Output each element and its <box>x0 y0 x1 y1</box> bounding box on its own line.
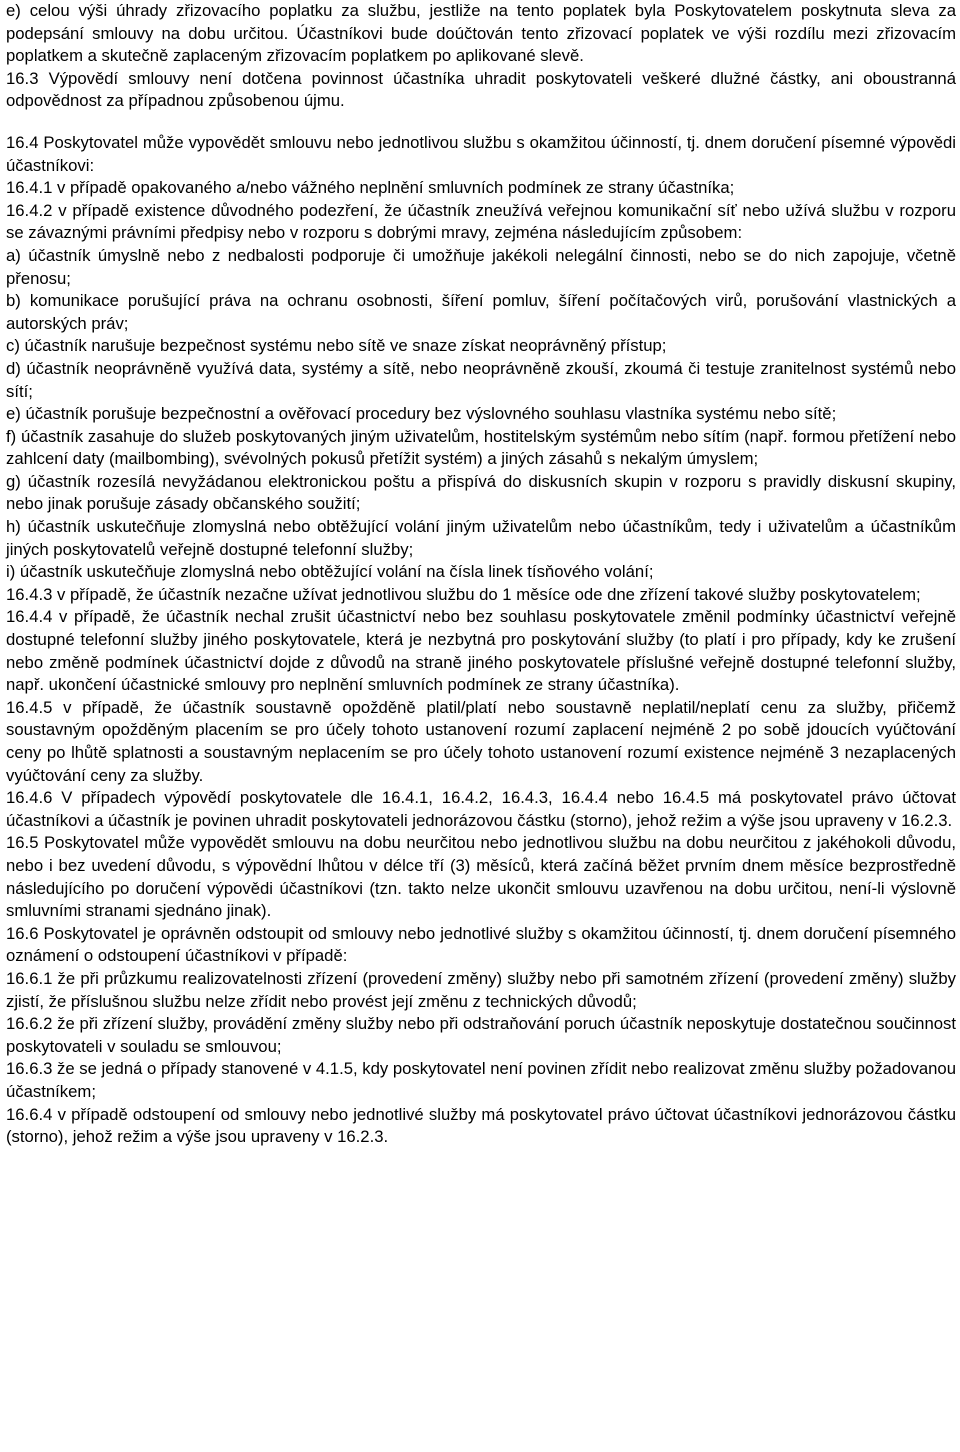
paragraph-e-fee: e) celou výši úhrady zřizovacího poplatku za službu, jestliže na tento poplatek byla Poskytovatelem poskytnuta sleva za podepsání smlouvy na dobu určitou. Účastníkovi bude doúčtován tento zřizovací poplatek ve výši rozdílu mezi zřizovacím poplatkem a skutečně zaplaceným zřizovacím poplatkem po aplikované slevě. <box>6 1 956 66</box>
paragraph-16-4-3: 16.4.3 v případě, že účastník nezačne užívat jednotlivou službu do 1 měsíce ode dne zřízení takové služby poskytovatelem; <box>6 584 921 604</box>
list-item-b: b) komunikace porušující práva na ochranu osobnosti, šíření pomluv, šíření počítačových virů, porušování vlastnických a autorských práv; <box>6 291 956 333</box>
list-item-f: f) účastník zasahuje do služeb poskytovaných jiným uživatelům, hostitelským systémům nebo sítím (např. formou přetížení nebo zahlcení daty (mailbombing), svévolných pokusů přetížit systém) a jiných zásahů s nekalým úmyslem; <box>6 426 956 469</box>
paragraph-16-3: 16.3 Výpovědí smlouvy není dotčena povinnost účastníka uhradit poskytovateli veškeré dlužné částky, ani oboustranná odpovědnost za případnou způsobenou újmu. <box>6 68 956 111</box>
paragraph-16-6: 16.6 Poskytovatel je oprávněn odstoupit od smlouvy nebo jednotlivé služby s okamžitou účinností, tj. dnem doručení písemného oznámení o odstoupení účastníkovi v případě: <box>6 923 956 966</box>
paragraph-16-4-6: 16.4.6 V případech výpovědí poskytovatele dle 16.4.1, 16.4.2, 16.4.3, 16.4.4 nebo 16.4.5 má poskytovatel právo účtovat účastníkovi a účastník je povinen uhradit poskytovateli jednorázovou částku (storno), jehož režim a výše jsou upraveny v 16.2.3. <box>6 788 956 830</box>
document-page <box>6 0 956 1149</box>
paragraph-16-6-1: 16.6.1 že při průzkumu realizovatelnosti zřízení (provedení změny) služby nebo při samotném zřízení (provedení změny) služby zjistí, že příslušnou službu nelze zřídit nebo provést její změnu z technických důvodů; <box>6 968 956 1011</box>
list-item-d: d) účastník neoprávněně využívá data, systémy a sítě, nebo neoprávněně zkouší, zkoumá či testuje zranitelnost systémů nebo sítí; <box>6 358 956 401</box>
list-item-g: g) účastník rozesílá nevyžádanou elektronickou poštu a přispívá do diskusních skupin v rozporu s pravidly diskusní skupiny, nebo jinak porušuje zásady občanského soužití; <box>6 471 956 514</box>
list-item-i: i) účastník uskutečňuje zlomyslná nebo obtěžující volání na čísla linek tísňového volání; <box>6 562 654 582</box>
paragraph-16-4-1: 16.4.1 v případě opakovaného a/nebo vážného neplnění smluvních podmínek ze strany účastníka; <box>6 178 735 198</box>
list-item-h: h) účastník uskutečňuje zlomyslná nebo obtěžující volání jiným uživatelům nebo účastníkům, tedy i uživatelům a účastníkům jiných poskytovatelů veřejně dostupné telefonní služby; <box>6 517 956 559</box>
paragraph-16-5: 16.5 Poskytovatel může vypovědět smlouvu na dobu neurčitou nebo jednotlivou službu na dobu neurčitou z jakéhokoli důvodu, nebo i bez uvedení důvodu, s výpovědní lhůtou v délce tří (3) měsíců, která začíná běžet prvním dnem měsíce bezprostředně následujícího po doručení výpovědi účastníkovi (tzn. takto nelze ukončit smlouvu uzavřenou na dobu určitou, není-li výslovně smluvními stranami sjednáno jinak). <box>6 833 956 921</box>
paragraph-16-6-2: 16.6.2 že při zřízení služby, provádění změny služby nebo při odstraňování poruch účastník neposkytuje dostatečnou součinnost poskytovateli v souladu se smlouvou; <box>6 1014 956 1056</box>
list-item-a: a) účastník úmyslně nebo z nedbalosti podporuje či umožňuje jakékoli nelegální činnosti, nebo se do nich zapojuje, včetně přenosu; <box>6 245 956 288</box>
spacer <box>6 113 956 132</box>
paragraph-16-4-4: 16.4.4 v případě, že účastník nechal zrušit účastnictví nebo bez souhlasu poskytovatele změnil podmínky účastnictví veřejně dostupné telefonní služby jiného poskytovatele, která je nezbytná pro poskytování služby (to platí i pro případy, kdy ke zrušení nebo změně podmínek účastnictví dojde z důvodů na straně jiného poskytovatele příslušné veřejně dostupné telefonní služby, např. ukončení účastnické smlouvy pro neplnění smluvních podmínek ze strany účastníka). <box>6 607 956 695</box>
paragraph-16-4-2: 16.4.2 v případě existence důvodného podezření, že účastník zneužívá veřejnou komunikační síť nebo užívá službu v rozporu se závaznými právními předpisy nebo v rozporu s dobrými mravy, zejména následujícím způsobem: <box>6 200 956 243</box>
paragraph-16-4-5: 16.4.5 v případě, že účastník soustavně opožděně platil/platí nebo soustavně neplatil/neplatí cenu za služby, přičemž soustavným opožděným placením se pro účely tohoto ustanovení rozumí zaplacení nejméně 2 po sobě jdoucích vyúčtování ceny po lhůtě splatnosti a soustavným neplacením se pro účely tohoto ustanovení rozumí existence nejméně 3 nezaplacených vyúčtování ceny za služby. <box>6 697 956 785</box>
list-item-c: c) účastník narušuje bezpečnost systému nebo sítě ve snaze získat neoprávněný přístup; <box>6 336 667 356</box>
list-item-e: e) účastník porušuje bezpečnostní a ověřovací procedury bez výslovného souhlasu vlastníka systému nebo sítě; <box>6 404 837 424</box>
paragraph-16-6-4: 16.6.4 v případě odstoupení od smlouvy nebo jednotlivé služby má poskytovatel právo účtovat účastníkovi jednorázovou částku (storno), jehož režim a výše jsou upraveny v 16.2.3. <box>6 1104 956 1147</box>
paragraph-16-6-3: 16.6.3 že se jedná o případy stanovené v 4.1.5, kdy poskytovatel není povinen zřídit nebo realizovat změnu služby požadovanou účastníkem; <box>6 1059 956 1101</box>
paragraph-16-4: 16.4 Poskytovatel může vypovědět smlouvu nebo jednotlivou službu s okamžitou účinností, tj. dnem doručení písemné výpovědi účastníkovi: <box>6 132 956 175</box>
